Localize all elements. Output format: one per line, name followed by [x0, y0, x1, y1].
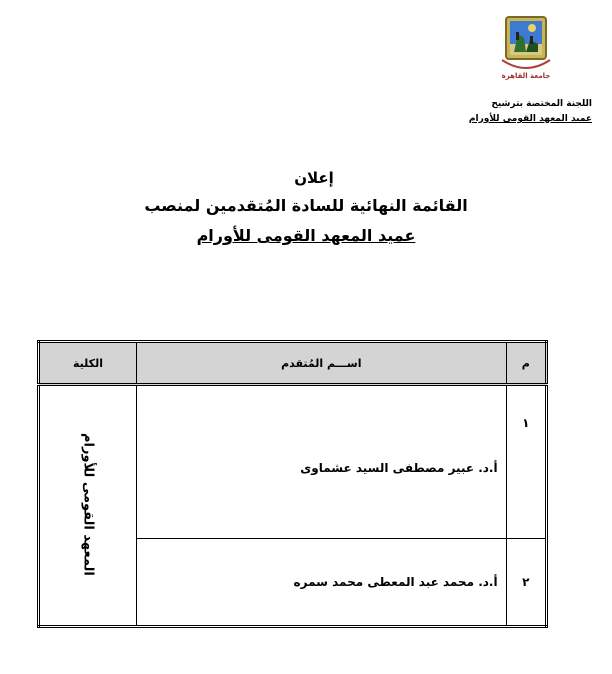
table-header-row [39, 342, 547, 385]
committee-heading [430, 97, 592, 127]
university-emblem-icon [496, 14, 556, 76]
applicant-name: أ.د. محمد عبد المعطى محمد سمره [293, 574, 498, 589]
applicant-name-cell [136, 385, 506, 539]
committee-line-2: عميد المعهد القومى للأورام [468, 114, 592, 124]
announcement-subtitle: القائمة النهائية للسادة المُتقدمين لمنصب [144, 196, 468, 215]
logo-block [476, 14, 576, 80]
announcement-titles [0, 168, 612, 247]
emblem-caption: جامعة القاهرة [501, 72, 551, 80]
header-number: م [506, 342, 546, 385]
header-faculty: الكلية [39, 342, 137, 385]
position-title: عميد المعهد القومى للأورام [196, 226, 416, 245]
announcement-position [0, 225, 612, 247]
applicant-name: أ.د. عبير مصطفى السيد عشماوى [300, 461, 498, 475]
table-row [39, 385, 547, 539]
faculty-cell [39, 385, 137, 627]
row-number: ١ [506, 385, 546, 539]
committee-line-1: اللجنة المختصة بترشيح [491, 99, 592, 109]
applicant-name-cell [136, 538, 506, 626]
faculty-name: المعهد القومى للأورام [80, 432, 96, 576]
row-number: ٢ [506, 538, 546, 626]
header-applicant-name: اســـم المُتقدم [136, 342, 506, 385]
candidates-table [37, 340, 548, 628]
announcement-title: إعلان [294, 169, 334, 187]
